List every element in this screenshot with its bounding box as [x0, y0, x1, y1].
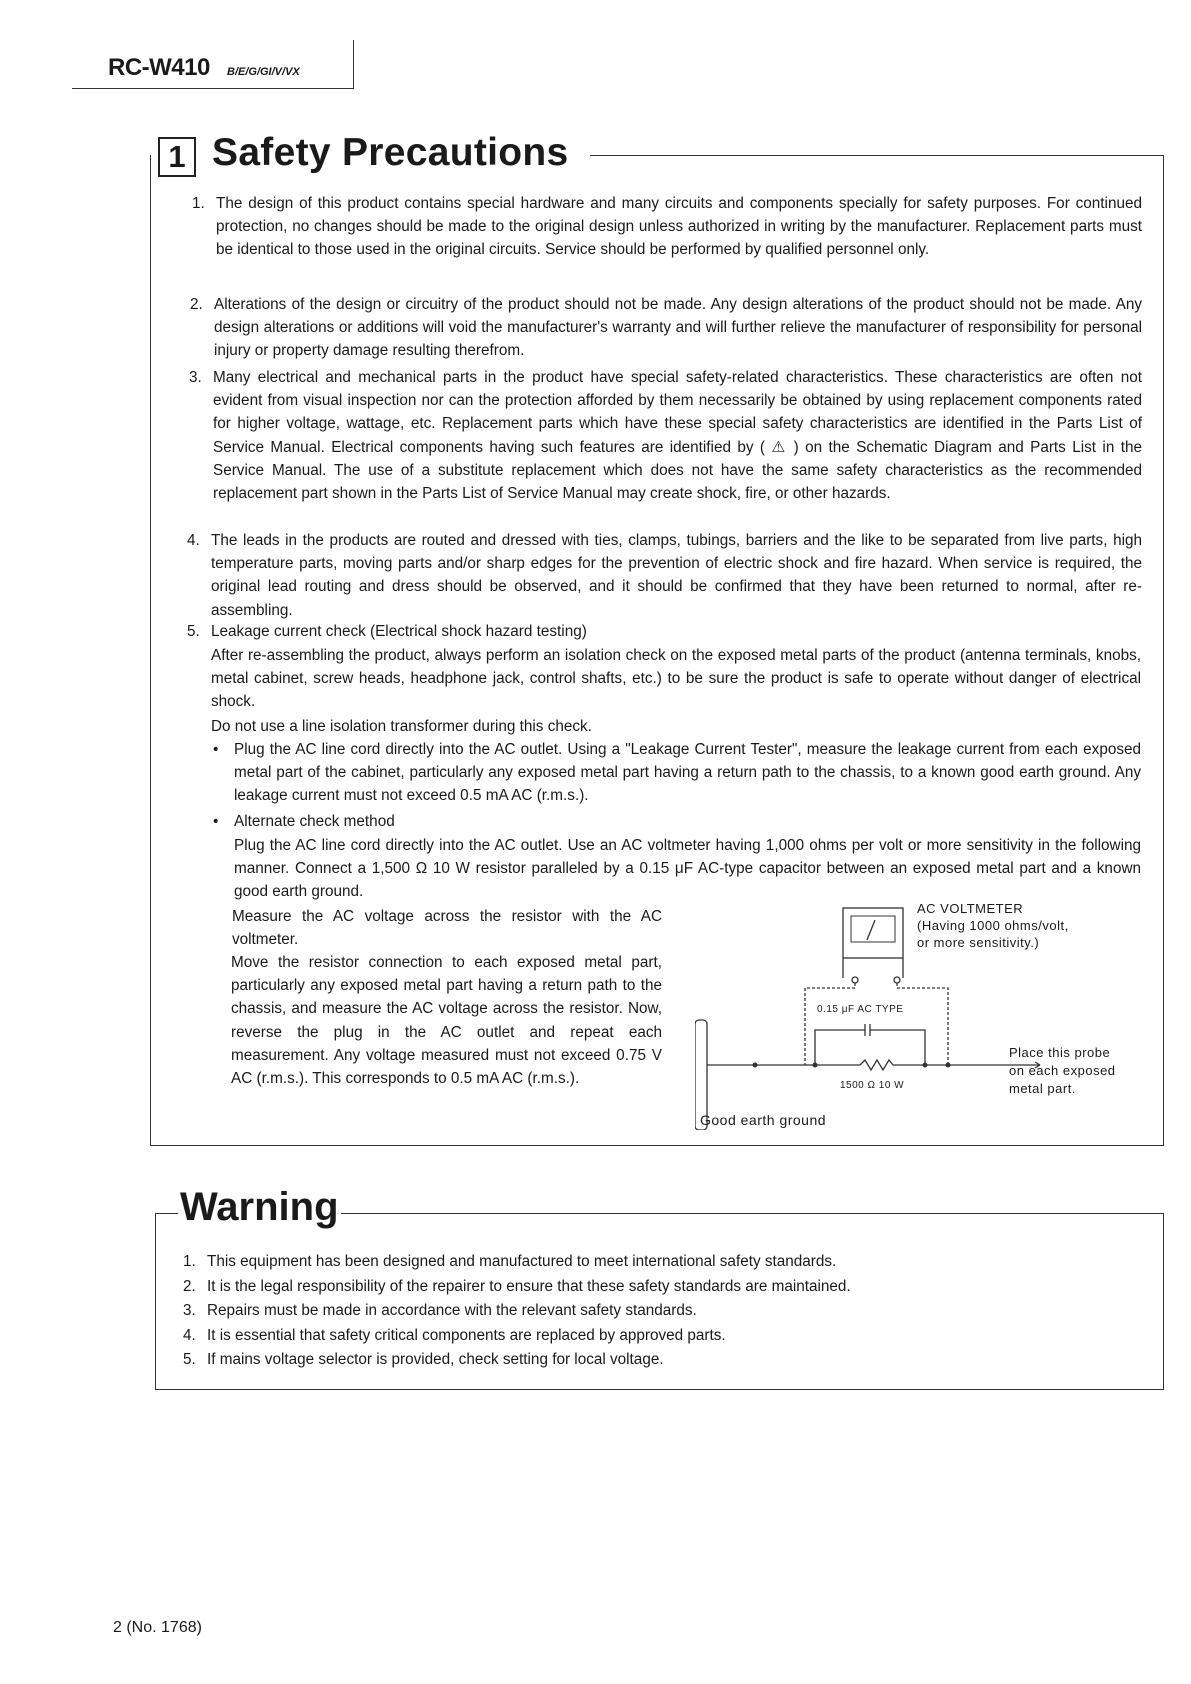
item-text: Repairs must be made in accordance with the relevant safety standards.	[207, 1302, 697, 1319]
item-number: 3.	[189, 369, 202, 386]
item-text: It is essential that safety critical components are replaced by approved parts.	[207, 1326, 726, 1344]
model-number: RC-W410	[108, 54, 210, 81]
item-number: 2.	[183, 1277, 196, 1295]
voltmeter-dial	[851, 916, 895, 942]
item-text: Many electrical and mechanical parts in the product have special safety-related characteristics. These characteristics are often not evident from visual inspection nor can the protection afforded by them necessarily be obtained by using replacement components rated for higher voltage, wattage, etc. Replacement parts which have these special safety characteristics are identified in the Parts List of Service Manual. Electrical components having such features are identified by ( ⚠ ) on the Schematic Diagram and Parts List in the Service Manual. The use of a substitute replacement which does not have the same safety characteristics as the recommended replacement part shown in the Parts List of Service Manual may create shock, fire, or other hazards.	[213, 369, 1142, 503]
item-number: 5.	[183, 1351, 196, 1368]
bullet-text: Alternate check method	[234, 813, 395, 830]
item-text: If mains voltage selector is provided, check setting for local voltage.	[207, 1351, 664, 1368]
safety-frame-top-rule	[590, 155, 1163, 156]
warning-list	[183, 1250, 851, 1373]
bullet-dot: •	[213, 741, 219, 758]
section-number: 1	[158, 137, 196, 177]
warning-item	[183, 1348, 851, 1373]
item-number: 3.	[183, 1302, 196, 1319]
voltmeter-needle	[867, 920, 875, 940]
move-resistor-text: Move the resistor connection to each exposed metal part, particularly any exposed metal part having a return path to the chassis, and measure the AC voltage across the resistor. Now, reverse the plug in the AC outlet and repeat each measurement. Any voltage measured must not exceed 0.75 V AC (r.m.s.). This corresponds to 0.5 mA AC (r.m.s.).	[231, 954, 662, 1088]
item-text: It is the legal responsibility of the repairer to ensure that these safety standards are maintained.	[207, 1277, 851, 1295]
resistor-zigzag	[860, 1060, 893, 1070]
bullet-dot: •	[213, 813, 219, 830]
capacitor-label: 0.15 μF AC TYPE	[817, 1004, 904, 1015]
item-number: 5.	[187, 623, 200, 640]
test-circuit-diagram	[695, 900, 1145, 1130]
warning-title: Warning	[180, 1185, 339, 1229]
section-title: Safety Precautions	[212, 131, 569, 174]
probe-label: Place this probe	[1009, 1045, 1111, 1060]
warning-item	[183, 1275, 851, 1300]
header-divider	[353, 40, 354, 89]
warning-item	[183, 1250, 851, 1275]
warning-item	[183, 1324, 851, 1349]
item-text: The leads in the products are routed and dressed with ties, clamps, tubings, barriers and the like to be separated from live parts, high temperature parts, moving parts and/or sharp edges for the prevention of electric shock and fire hazard. When service is required, the original lead routing and dress should be observed, and it should be confirmed that they have been returned to normal, after re-assembling.	[211, 532, 1142, 619]
bullet-text: Plug the AC line cord directly into the AC outlet. Using a "Leakage Current Tester", measure the leakage current from each exposed metal part of the cabinet, particularly any exposed metal part having a return path to the chassis, to a known good earth ground. Any leakage current must not exceed 0.5 mA AC (r.m.s.).	[234, 741, 1141, 805]
item-number: 2.	[190, 296, 203, 313]
item-number: 4.	[183, 1326, 196, 1344]
item5-note: Do not use a line isolation transformer during this check.	[211, 718, 592, 735]
page-number: 2 (No. 1768)	[113, 1619, 202, 1636]
ground-label: Good earth ground	[700, 1112, 827, 1128]
voltmeter-note: or more sensitivity.)	[917, 935, 1040, 950]
item-text: The design of this product contains special hardware and many circuits and components specially for safety purposes. For continued protection, no changes should be made to the original design unless authorized in writing by the manufacturer. Replacement parts must be identical to those used in the original circuits. Service should be performed by qualified personnel only.	[216, 195, 1142, 259]
probe-label: on each exposed	[1009, 1063, 1116, 1078]
item-text: Alterations of the design or circuitry of the product should not be made. Any design alterations of the product should not be made. Any design alterations or additions will void the manufacturer's warranty and will further relieve the manufacturer of responsibility for personal injury or property damage resulting therefrom.	[214, 296, 1142, 360]
item-text: Leakage current check (Electrical shock hazard testing)	[211, 623, 587, 640]
model-variants: B/E/G/GI/V/VX	[227, 66, 300, 78]
page-header	[72, 40, 352, 90]
item5-paragraph: After re-assembling the product, always perform an isolation check on the exposed metal parts of the product (antenna terminals, knobs, metal cabinet, screw heads, headphone jack, control shafts, etc.) to be sure the product is safe to operate without danger of electrical shock.	[211, 647, 1141, 711]
resistor-label: 1500 Ω 10 W	[840, 1080, 905, 1091]
header-rule	[72, 88, 354, 89]
item-number: 1.	[183, 1253, 196, 1270]
warning-item	[183, 1299, 851, 1324]
item-number: 1.	[192, 195, 205, 212]
voltmeter-label: AC VOLTMETER	[917, 901, 1024, 916]
probe-label: metal part.	[1009, 1081, 1076, 1096]
item-text: This equipment has been designed and manufactured to meet international safety standards.	[207, 1253, 837, 1270]
voltmeter-note: (Having 1000 ohms/volt,	[917, 918, 1069, 933]
item-number: 4.	[187, 532, 200, 549]
measure-text: Measure the AC voltage across the resistor with the AC voltmeter.	[232, 908, 662, 949]
alternate-method-text: Plug the AC line cord directly into the AC outlet. Use an AC voltmeter having 1,000 ohms per volt or more sensitivity in the following manner. Connect a 1,500 Ω 10 W resistor paralleled by a 0.15 μF AC-type capacitor between an exposed metal part and a known good earth ground.	[234, 837, 1141, 901]
